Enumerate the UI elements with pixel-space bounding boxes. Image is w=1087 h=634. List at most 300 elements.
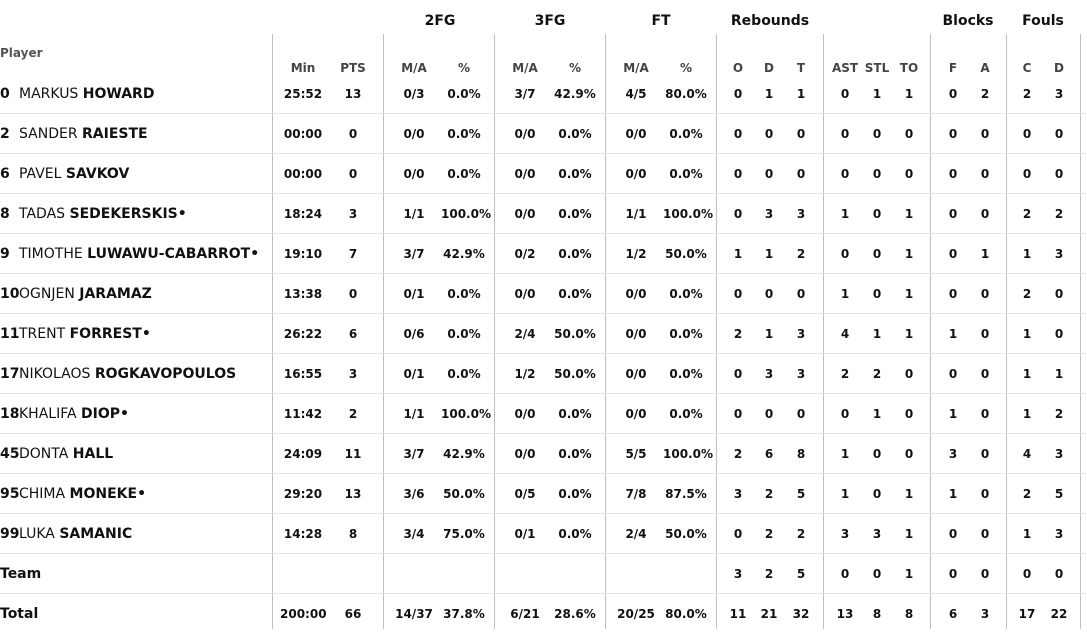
stat-ft-pct: 50.0% <box>665 247 707 261</box>
stat-reb-o: 0 <box>733 207 743 221</box>
stat-ft-pct: 80.0% <box>665 607 707 621</box>
stat-min: 11:42 <box>283 407 323 421</box>
stat-stl: 0 <box>872 207 882 221</box>
group-rebounds: Rebounds <box>730 13 810 29</box>
stat-ft-pct: 87.5% <box>665 487 707 501</box>
stat-blk-f: 6 <box>948 607 958 621</box>
column-header-fg3-ma: M/A <box>512 61 538 75</box>
stat-blk-a: 0 <box>980 207 990 221</box>
player-name-cell <box>0 434 113 474</box>
stat-blk-f: 1 <box>948 327 958 341</box>
column-header-min: Min <box>290 61 316 75</box>
stat-foul-c: 1 <box>1022 407 1032 421</box>
stat-reb-t: 3 <box>796 367 806 381</box>
stat-ft-pct: 0.0% <box>669 167 703 181</box>
stat-ft-ma: 2/4 <box>625 527 647 541</box>
stat-stl: 0 <box>872 447 882 461</box>
total-row <box>0 594 1087 634</box>
stat-ast: 0 <box>840 167 850 181</box>
jersey-number: 8 <box>0 206 10 222</box>
stat-ft-ma: 0/0 <box>625 407 647 421</box>
stat-fg2-pct: 0.0% <box>447 367 481 381</box>
stat-fg3-ma: 3/7 <box>514 87 536 101</box>
player-last-name: SAVKOV <box>65 166 130 182</box>
table-row <box>0 154 1087 194</box>
stat-foul-d: 2 <box>1054 407 1064 421</box>
stat-min: 00:00 <box>283 127 323 141</box>
jersey-number: 10 <box>0 286 20 302</box>
stat-pts: 11 <box>344 447 362 461</box>
starter-marker: • <box>137 486 147 502</box>
stat-reb-t: 0 <box>796 287 806 301</box>
stat-reb-d: 0 <box>764 287 774 301</box>
stat-min: 16:55 <box>283 367 323 381</box>
stat-min: 14:28 <box>283 527 323 541</box>
stat-fg2-pct: 50.0% <box>443 487 485 501</box>
group-3fg: 3FG <box>534 13 566 29</box>
stat-fg3-ma: 2/4 <box>514 327 536 341</box>
stat-foul-c: 1 <box>1022 327 1032 341</box>
stat-to: 8 <box>904 607 914 621</box>
stat-to: 0 <box>904 167 914 181</box>
player-name-cell <box>0 114 148 154</box>
column-header-blk-a: A <box>980 61 990 75</box>
stat-blk-a: 0 <box>980 487 990 501</box>
player-name-cell <box>0 74 154 114</box>
stat-fg3-pct: 0.0% <box>558 407 592 421</box>
stat-ft-ma: 0/0 <box>625 327 647 341</box>
stat-pts: 0 <box>348 127 358 141</box>
stat-fg2-pct: 75.0% <box>443 527 485 541</box>
column-header-reb-d: D <box>764 61 774 75</box>
player-first-name: TADAS <box>19 206 66 222</box>
stat-fg2-pct: 0.0% <box>447 127 481 141</box>
table-row <box>0 314 1087 354</box>
stat-reb-t: 3 <box>796 327 806 341</box>
stat-reb-o: 0 <box>733 87 743 101</box>
stat-reb-d: 2 <box>764 567 774 581</box>
stat-stl: 2 <box>872 367 882 381</box>
stat-reb-t: 0 <box>796 127 806 141</box>
stat-reb-d: 0 <box>764 167 774 181</box>
stat-blk-f: 1 <box>948 407 958 421</box>
stat-fg2-pct <box>441 554 487 594</box>
stat-fg3-pct: 28.6% <box>554 607 596 621</box>
player-last-name: RAIESTE <box>82 126 148 142</box>
stat-reb-d: 3 <box>764 207 774 221</box>
stat-blk-f: 0 <box>948 207 958 221</box>
stat-fg3-pct <box>552 554 598 594</box>
stat-to: 0 <box>904 367 914 381</box>
stat-stl: 1 <box>872 327 882 341</box>
column-header-reb-t: T <box>796 61 806 75</box>
stat-fg3-pct: 0.0% <box>558 287 592 301</box>
player-first-name: DONTA <box>19 446 69 462</box>
stat-foul-d: 0 <box>1054 567 1064 581</box>
stat-blk-a: 0 <box>980 407 990 421</box>
team-row <box>0 554 1087 594</box>
stat-min: 200:00 <box>280 607 327 621</box>
stat-fg2-pct: 100.0% <box>441 207 491 221</box>
stat-reb-t: 2 <box>796 527 806 541</box>
stat-reb-d: 1 <box>764 247 774 261</box>
stat-fg2-ma: 0/0 <box>403 127 425 141</box>
stat-ft-ma: 20/25 <box>617 607 655 621</box>
column-header-pts: PTS <box>340 61 366 75</box>
stat-pts: 0 <box>348 287 358 301</box>
stat-reb-t: 5 <box>796 487 806 501</box>
stat-fg3-ma: 0/2 <box>514 247 536 261</box>
player-last-name: JARAMAZ <box>79 286 152 302</box>
table-row <box>0 514 1087 554</box>
team-label: Team <box>0 566 42 582</box>
player-name-cell <box>0 154 129 194</box>
stat-fg2-ma: 0/6 <box>403 327 425 341</box>
stat-reb-t: 0 <box>796 407 806 421</box>
stat-reb-d: 0 <box>764 127 774 141</box>
stat-reb-o: 3 <box>733 487 743 501</box>
stat-fg3-pct: 0.0% <box>558 527 592 541</box>
column-header-blk-f: F <box>948 61 958 75</box>
stat-min: 24:09 <box>283 447 323 461</box>
column-header-ft-pct: % <box>679 61 693 75</box>
table-row <box>0 434 1087 474</box>
stat-ft-pct: 100.0% <box>663 207 713 221</box>
stat-ast: 0 <box>840 127 850 141</box>
stat-fg3-ma: 0/0 <box>514 127 536 141</box>
column-header-foul-c: C <box>1022 61 1032 75</box>
player-name-cell <box>0 394 129 434</box>
stat-ft-ma: 0/0 <box>625 167 647 181</box>
stat-to: 1 <box>904 327 914 341</box>
stat-pts: 66 <box>344 607 362 621</box>
player-name-cell <box>0 274 152 314</box>
stat-reb-o: 11 <box>729 607 747 621</box>
stat-foul-d: 5 <box>1054 487 1064 501</box>
stat-reb-o: 0 <box>733 527 743 541</box>
stat-blk-f: 0 <box>948 87 958 101</box>
stat-fg2-ma: 0/1 <box>403 367 425 381</box>
player-first-name: OGNJEN <box>19 286 75 302</box>
stat-blk-f: 0 <box>948 367 958 381</box>
stat-fg2-pct: 100.0% <box>441 407 491 421</box>
stat-fg2-pct: 0.0% <box>447 167 481 181</box>
stat-foul-c: 2 <box>1022 287 1032 301</box>
stat-pts: 6 <box>348 327 358 341</box>
starter-marker: • <box>141 326 151 342</box>
stat-fg3-ma: 0/5 <box>514 487 536 501</box>
stat-blk-f: 0 <box>948 287 958 301</box>
stat-ft-ma: 5/5 <box>625 447 647 461</box>
table-row <box>0 274 1087 314</box>
total-label: Total <box>0 606 39 622</box>
stat-foul-c: 1 <box>1022 527 1032 541</box>
stat-pts <box>330 554 376 594</box>
jersey-number: 99 <box>0 526 20 542</box>
stat-to: 1 <box>904 87 914 101</box>
jersey-number: 18 <box>0 406 20 422</box>
stat-ft-ma: 4/5 <box>625 87 647 101</box>
stat-fg3-ma: 0/0 <box>514 447 536 461</box>
stat-blk-a: 0 <box>980 567 990 581</box>
column-header-to: TO <box>899 61 919 75</box>
stat-ft-pct: 0.0% <box>669 287 703 301</box>
player-first-name: LUKA <box>19 526 55 542</box>
stat-blk-a: 0 <box>980 287 990 301</box>
stat-fg3-pct: 50.0% <box>554 327 596 341</box>
player-name-cell <box>0 514 132 554</box>
stat-reb-d: 2 <box>764 527 774 541</box>
stat-ast: 0 <box>840 247 850 261</box>
stat-pts: 2 <box>348 407 358 421</box>
stat-reb-o: 0 <box>733 167 743 181</box>
stat-reb-o: 0 <box>733 407 743 421</box>
stat-foul-c: 2 <box>1022 87 1032 101</box>
stat-foul-d: 0 <box>1054 287 1064 301</box>
player-first-name: KHALIFA <box>19 406 77 422</box>
stat-fg2-ma: 1/1 <box>403 407 425 421</box>
player-last-name: SAMANIC <box>59 526 133 542</box>
stat-blk-a: 3 <box>980 607 990 621</box>
stat-foul-d: 3 <box>1054 247 1064 261</box>
stat-pts: 0 <box>348 167 358 181</box>
starter-marker: • <box>120 406 129 422</box>
stat-fg2-ma: 0/3 <box>403 87 425 101</box>
stat-stl: 0 <box>872 567 882 581</box>
stat-fg3-ma: 1/2 <box>514 367 536 381</box>
stat-fg3-pct: 0.0% <box>558 167 592 181</box>
player-last-name: HOWARD <box>82 86 155 102</box>
stat-fg3-ma: 0/0 <box>514 207 536 221</box>
stat-reb-d: 3 <box>764 367 774 381</box>
stat-stl: 0 <box>872 487 882 501</box>
stat-fg3-ma: 0/0 <box>514 407 536 421</box>
stat-foul-d: 3 <box>1054 527 1064 541</box>
stat-ft-ma: 0/0 <box>625 367 647 381</box>
column-header-reb-o: O <box>732 61 744 75</box>
stat-ast: 13 <box>836 607 854 621</box>
stat-to: 1 <box>904 527 914 541</box>
column-group-header <box>0 0 1087 34</box>
stat-blk-f: 0 <box>948 567 958 581</box>
stat-fg3-pct: 42.9% <box>554 87 596 101</box>
stat-fg2-ma: 3/7 <box>403 447 425 461</box>
stat-blk-a: 0 <box>980 527 990 541</box>
stat-ast: 0 <box>840 407 850 421</box>
stat-fg2-ma: 0/0 <box>403 167 425 181</box>
player-last-name: MONEKE <box>69 486 138 502</box>
player-last-name: HALL <box>72 446 114 462</box>
stat-fg2-pct: 0.0% <box>447 327 481 341</box>
stat-ft-pct: 50.0% <box>665 527 707 541</box>
stat-stl: 3 <box>872 527 882 541</box>
stat-fg3-ma: 0/0 <box>514 287 536 301</box>
stat-reb-d: 6 <box>764 447 774 461</box>
stat-fg3-pct: 50.0% <box>554 367 596 381</box>
stat-blk-f: 0 <box>948 527 958 541</box>
stat-stl: 0 <box>872 287 882 301</box>
stat-reb-o: 3 <box>733 567 743 581</box>
stat-stl: 0 <box>872 127 882 141</box>
stat-foul-c: 2 <box>1022 207 1032 221</box>
stat-min <box>280 554 326 594</box>
stat-fg2-ma: 14/37 <box>395 607 433 621</box>
stat-ast: 2 <box>840 367 850 381</box>
stat-fg2-ma: 3/6 <box>403 487 425 501</box>
stat-reb-o: 2 <box>733 447 743 461</box>
jersey-number: 0 <box>0 86 10 102</box>
table-row <box>0 114 1087 154</box>
column-header-foul-d: D <box>1054 61 1064 75</box>
player-first-name: MARKUS <box>19 86 79 102</box>
stat-foul-d: 0 <box>1054 167 1064 181</box>
stat-fg3-ma: 6/21 <box>510 607 540 621</box>
stat-foul-d: 0 <box>1054 127 1064 141</box>
jersey-number: 6 <box>0 166 10 182</box>
stat-blk-f: 3 <box>948 447 958 461</box>
column-header-ft-ma: M/A <box>623 61 649 75</box>
stat-stl: 1 <box>872 407 882 421</box>
stat-foul-d: 3 <box>1054 447 1064 461</box>
table-row <box>0 234 1087 274</box>
stat-ast: 1 <box>840 287 850 301</box>
stat-foul-c: 0 <box>1022 127 1032 141</box>
stat-fg2-ma: 3/7 <box>403 247 425 261</box>
stat-ft-ma: 0/0 <box>625 127 647 141</box>
stat-blk-a: 0 <box>980 447 990 461</box>
column-header-ast: AST <box>831 61 859 75</box>
stat-reb-t: 1 <box>796 87 806 101</box>
stat-fg3-pct: 0.0% <box>558 487 592 501</box>
jersey-number: 11 <box>0 326 20 342</box>
stat-fg3-ma <box>502 554 548 594</box>
stat-blk-a: 0 <box>980 167 990 181</box>
group-blocks: Blocks <box>942 13 994 29</box>
stat-foul-c: 2 <box>1022 487 1032 501</box>
stat-reb-t: 2 <box>796 247 806 261</box>
stat-ft-ma: 7/8 <box>625 487 647 501</box>
stat-foul-c: 1 <box>1022 247 1032 261</box>
stat-ast: 4 <box>840 327 850 341</box>
stat-pts: 13 <box>344 87 362 101</box>
stat-blk-a: 2 <box>980 87 990 101</box>
stat-reb-d: 1 <box>764 87 774 101</box>
player-first-name: TRENT <box>19 326 66 342</box>
table-row <box>0 194 1087 234</box>
stat-fg2-ma: 0/1 <box>403 287 425 301</box>
starter-marker: • <box>177 206 187 222</box>
stat-pts: 3 <box>348 207 358 221</box>
column-header-fg2-pct: % <box>457 61 471 75</box>
stat-reb-o: 2 <box>733 327 743 341</box>
player-first-name: NIKOLAOS <box>19 366 91 382</box>
stat-ast: 1 <box>840 207 850 221</box>
group-ft: FT <box>651 13 671 29</box>
table-row <box>0 354 1087 394</box>
jersey-number: 95 <box>0 486 20 502</box>
jersey-number: 45 <box>0 446 20 462</box>
stat-foul-c: 0 <box>1022 567 1032 581</box>
table-row <box>0 394 1087 434</box>
stat-ft-pct: 0.0% <box>669 407 703 421</box>
stat-ft-ma: 1/1 <box>625 207 647 221</box>
stat-to: 0 <box>904 127 914 141</box>
stat-min: 19:10 <box>283 247 323 261</box>
stat-to: 1 <box>904 487 914 501</box>
player-last-name: DIOP <box>81 406 121 422</box>
player-first-name: SANDER <box>19 126 78 142</box>
stat-reb-t: 8 <box>796 447 806 461</box>
stat-fg3-pct: 0.0% <box>558 447 592 461</box>
stat-stl: 8 <box>872 607 882 621</box>
stat-fg3-pct: 0.0% <box>558 207 592 221</box>
stat-ft-ma: 1/2 <box>625 247 647 261</box>
player-first-name: CHIMA <box>19 486 66 502</box>
stat-foul-d: 1 <box>1054 367 1064 381</box>
stat-min: 26:22 <box>283 327 323 341</box>
stat-ft-pct: 0.0% <box>669 367 703 381</box>
player-name-cell <box>0 194 187 234</box>
stat-blk-a: 0 <box>980 367 990 381</box>
stat-min: 18:24 <box>283 207 323 221</box>
stat-stl: 0 <box>872 167 882 181</box>
player-name-cell <box>0 314 151 354</box>
stat-fg3-pct: 0.0% <box>558 127 592 141</box>
column-header-fg3-pct: % <box>568 61 582 75</box>
stat-reb-d: 1 <box>764 327 774 341</box>
group-2fg: 2FG <box>424 13 456 29</box>
stat-to: 0 <box>904 407 914 421</box>
stat-reb-o: 0 <box>733 367 743 381</box>
stat-reb-t: 3 <box>796 207 806 221</box>
stat-foul-c: 17 <box>1018 607 1036 621</box>
stat-ast: 0 <box>840 87 850 101</box>
stat-ast: 1 <box>840 447 850 461</box>
stat-ft-pct: 0.0% <box>669 327 703 341</box>
stat-to: 1 <box>904 287 914 301</box>
stat-fg2-ma: 3/4 <box>403 527 425 541</box>
group-fouls: Fouls <box>1022 13 1064 29</box>
stat-foul-c: 1 <box>1022 367 1032 381</box>
table-row <box>0 474 1087 514</box>
stat-fg2-ma: 1/1 <box>403 207 425 221</box>
stat-fg2-pct: 0.0% <box>447 87 481 101</box>
starter-marker: • <box>250 246 260 262</box>
column-header-stl: STL <box>864 61 890 75</box>
player-name-cell <box>0 354 236 394</box>
stat-ast: 0 <box>840 567 850 581</box>
stat-foul-d: 22 <box>1050 607 1068 621</box>
stat-blk-f: 0 <box>948 247 958 261</box>
player-column-header: Player <box>0 46 43 60</box>
stat-pts: 7 <box>348 247 358 261</box>
player-last-name: ROGKAVOPOULOS <box>94 366 237 382</box>
stat-ft-ma: 0/0 <box>625 287 647 301</box>
stat-min: 13:38 <box>283 287 323 301</box>
jersey-number: 17 <box>0 366 20 382</box>
stat-blk-f: 0 <box>948 127 958 141</box>
stat-stl: 0 <box>872 247 882 261</box>
stat-fg3-ma: 0/0 <box>514 167 536 181</box>
column-header-fg2-ma: M/A <box>401 61 427 75</box>
stat-foul-d: 2 <box>1054 207 1064 221</box>
player-name-cell <box>0 474 146 514</box>
stat-ast: 3 <box>840 527 850 541</box>
stat-ft-pct <box>663 554 709 594</box>
stat-fg2-pct: 37.8% <box>443 607 485 621</box>
stat-to: 0 <box>904 447 914 461</box>
jersey-number: 2 <box>0 126 10 142</box>
